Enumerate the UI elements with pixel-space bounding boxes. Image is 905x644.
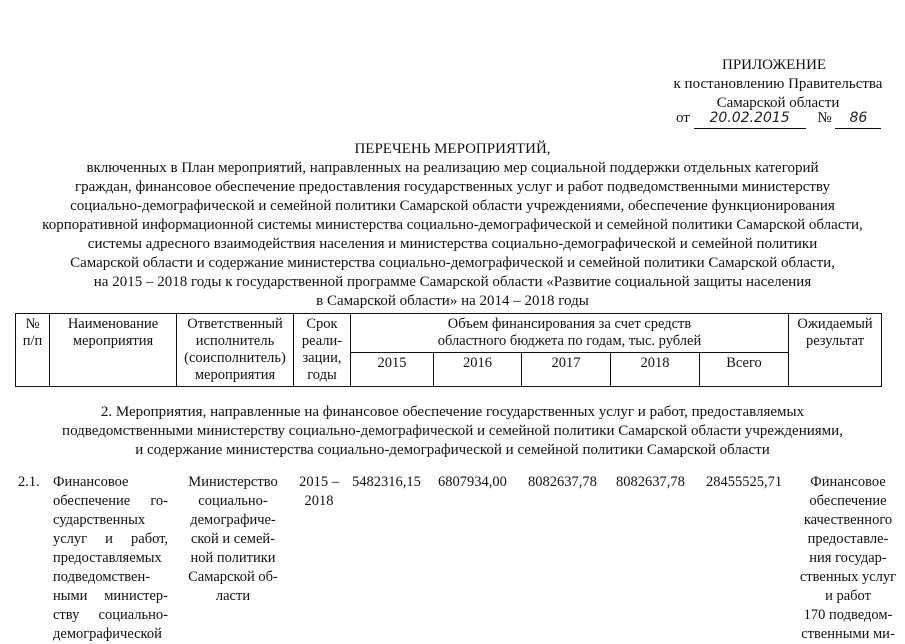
col-result-header: Ожидаемый результат: [789, 314, 882, 387]
section-line-1: 2. Мероприятия, направленные на финансовое обеспечение государственных услуг и работ, предоставляемых: [100, 404, 805, 420]
appendix-date-line: [676, 109, 881, 129]
value-2018: 8082637,78: [616, 474, 685, 490]
appendix-line-1: к постановлению Правительства: [673, 76, 883, 92]
col-funding-header: Объем финансирования за счет средств областного бюджета по годам, тыс. рублей: [351, 314, 789, 353]
year-2016-header: 2016: [434, 353, 522, 387]
appendix-line-2: Самарской области: [716, 95, 840, 111]
title-line-1: включенных в План мероприятий, направленных на реализацию мер социальной поддержки отдельных категорий: [86, 160, 819, 176]
row-name: Финансовое обеспечение го- сударственных услуг и работ, предоставляемых подведомствен- ными министер- ству социально- демографической: [53, 474, 168, 642]
title-line-7: на 2015 – 2018 годы к государственной программе Самарской области «Развитие социальной защиты населения: [93, 274, 812, 290]
col-term-header: Срок реали- зации, годы: [294, 314, 351, 387]
number-prefix: №: [817, 110, 832, 126]
row-term: 2015 – 2018: [299, 474, 339, 509]
col-executor-header: Ответственный исполнитель (соисполнитель) мероприятия: [177, 314, 294, 387]
from-prefix: от: [676, 110, 690, 126]
value-2015: 5482316,15: [352, 474, 421, 490]
col-name-header: Наименование мероприятия: [50, 314, 177, 387]
year-2017-header: 2017: [522, 353, 611, 387]
total-header: Всего: [700, 353, 789, 387]
title-line-2: граждан, финансовое обеспечение предоставления государственных услуг и работ подведомственными министерству: [75, 179, 830, 195]
funding-table-header: [15, 313, 882, 387]
col-num-header: № п/п: [16, 314, 50, 387]
value-total: 28455525,71: [706, 474, 783, 490]
row-result: Финансовое обеспечение качественного предоставле- ния государ- ственных услуг и работ 170 подведом- ственными ми-: [799, 474, 897, 642]
title-line-4: корпоративной информационной системы министерства социально-демографической и семейной политики Самарской области,: [42, 217, 863, 233]
value-2016: 6807934,00: [438, 474, 507, 490]
title-line-3: социально-демографической и семейной политики Самарской области учреждениями, обеспечение функционирования: [70, 198, 835, 214]
list-heading: ПЕРЕЧЕНЬ МЕРОПРИЯТИЙ,: [354, 141, 551, 157]
section-line-2: подведомственными министерству социально-демографической и семейной политики Самарской области учреждениями,: [62, 423, 843, 439]
year-2015-header: 2015: [351, 353, 434, 387]
section-line-3: и содержание министерства социально-демографической и семейной политики Самарской области: [135, 442, 770, 458]
row-number: 2.1.: [18, 474, 40, 490]
title-line-8: в Самарской области» на 2014 – 2018 годы: [316, 293, 589, 309]
handwritten-number: 86: [835, 109, 881, 129]
title-line-6: Самарской области и содержание министерства социально-демографической и семейной политики Самарской области,: [70, 255, 835, 271]
appendix-title: ПРИЛОЖЕНИЕ: [722, 57, 827, 73]
year-2018-header: 2018: [611, 353, 700, 387]
row-executor: Министерство социально- демографиче- ской и семей- ной политики Самарской об- ласти: [188, 474, 278, 604]
handwritten-date: 20.02.2015: [694, 109, 806, 129]
value-2017: 8082637,78: [528, 474, 597, 490]
title-line-5: системы адресного взаимодействия населения и министерства социально-демографической и семейной политики: [87, 236, 818, 252]
